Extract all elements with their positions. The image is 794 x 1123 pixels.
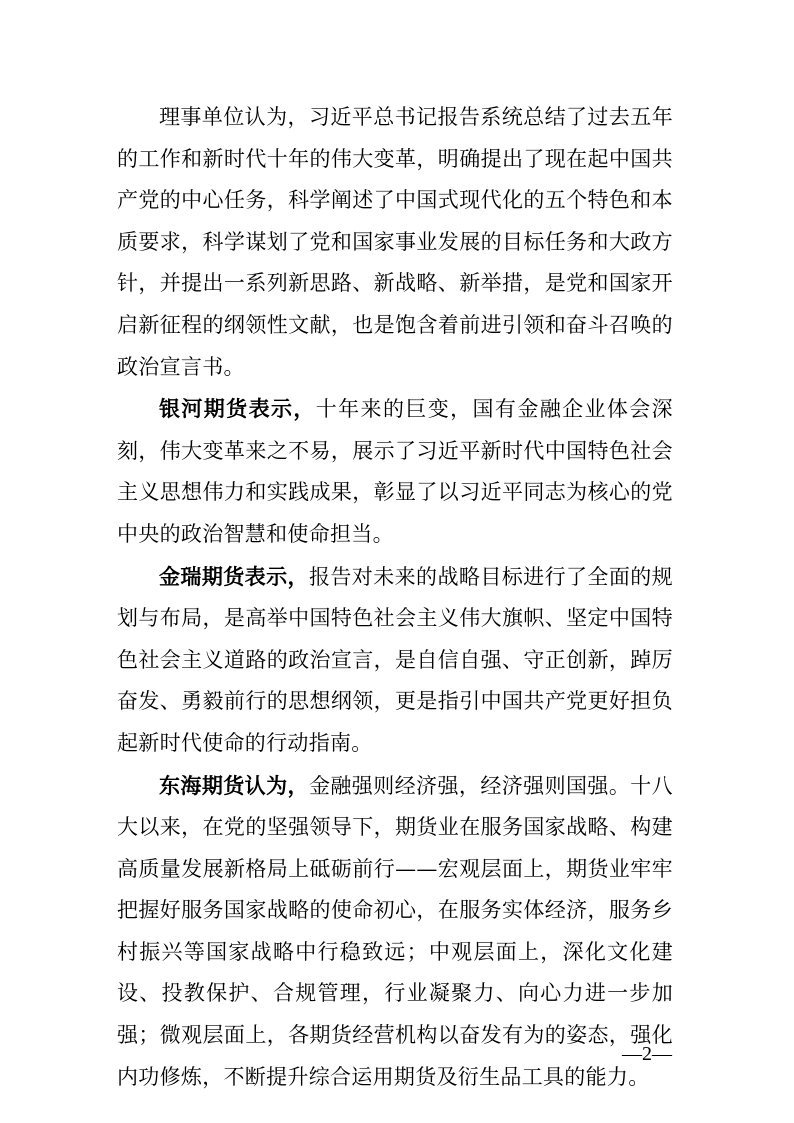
paragraph-lead: 东海期货认为， bbox=[159, 772, 309, 798]
paragraph-donghai-futures bbox=[117, 765, 673, 1099]
paragraph-yinhe-futures bbox=[117, 388, 673, 555]
document-body bbox=[117, 96, 673, 1098]
paragraph-jinrui-futures bbox=[117, 556, 673, 765]
paragraph-council-opinion bbox=[117, 96, 673, 388]
paragraph-text: 报告对未来的战略目标进行了全面的规划与布局，是高举中国特色社会主义伟大旗帜、坚定中国特色社会主义道路的政治宣言，是自信自强、守正创新，踔厉奋发、勇毅前行的思想纲领，更是指引中国共产党更好担负起新时代使命的行动指南。 bbox=[117, 564, 673, 755]
paragraph-lead: 金瑞期货表示， bbox=[159, 563, 309, 589]
page-number: —2— bbox=[622, 1043, 672, 1065]
paragraph-lead: 银河期货表示， bbox=[159, 396, 316, 422]
paragraph-text: 理事单位认为，习近平总书记报告系统总结了过去五年的工作和新时代十年的伟大变革，明确提出了现在起中国共产党的中心任务，科学阐述了中国式现代化的五个特色和本质要求，科学谋划了党和国家事业发展的目标任务和大政方针，并提出一系列新思路、新战略、新举措，是党和国家开启新征程的纲领性文献，也是饱含着前进引领和奋斗召唤的政治宣言书。 bbox=[117, 105, 673, 379]
paragraph-text: 十年来的巨变，国有金融企业体会深刻，伟大变革来之不易，展示了习近平新时代中国特色社会主义思想伟力和实践成果，彰显了以习近平同志为核心的党中央的政治智慧和使命担当。 bbox=[117, 397, 673, 546]
paragraph-text: 金融强则经济强，经济强则国强。十八大以来，在党的坚强领导下，期货业在服务国家战略、构建高质量发展新格局上砥砺前行——宏观层面上，期货业牢牢把握好服务国家战略的使命初心，在服务实体经济，服务乡村振兴等国家战略中行稳致远；中观层面上，深化文化建设、投教保护、合规管理，行业凝聚力、向心力进一步加强；微观层面上，各期货经营机构以奋发有为的姿态，强化内功修炼，不断提升综合运用期货及衍生品工具的能力。 bbox=[117, 773, 673, 1089]
